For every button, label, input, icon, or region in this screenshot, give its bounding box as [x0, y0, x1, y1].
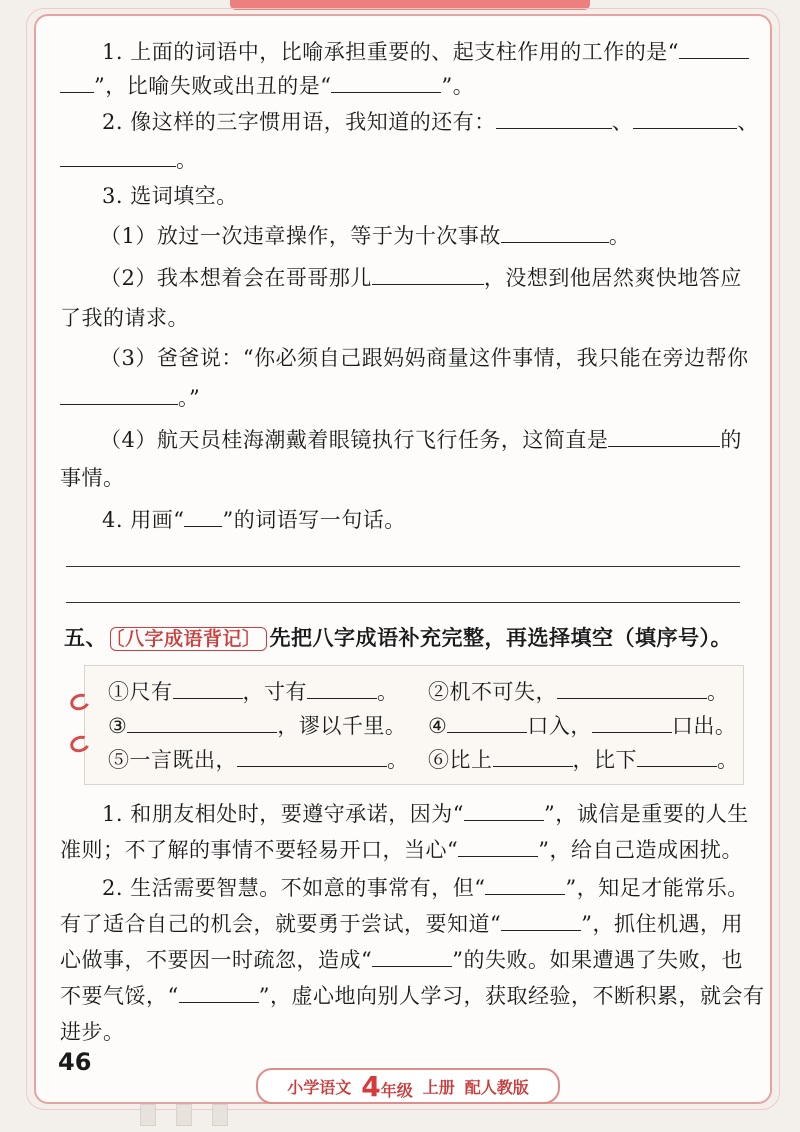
answer-blank[interactable]: [501, 912, 581, 931]
underline-sample: [184, 508, 222, 527]
answer-blank[interactable]: [464, 802, 544, 821]
p1-text-d: ”，给自己造成困扰。: [538, 838, 743, 862]
q1-line-1: [102, 38, 749, 66]
idiom-1a: ①尺有: [108, 680, 173, 704]
answer-blank[interactable]: [60, 148, 176, 167]
worksheet-page: [34, 14, 772, 1104]
p2-line-5: [60, 1018, 125, 1046]
answer-blank[interactable]: [458, 838, 538, 857]
q1-text-2: ”，比喻失败或出丑的是“: [94, 74, 332, 98]
idiom-6a: ⑥比上: [428, 748, 493, 772]
top-decoration: [230, 0, 590, 10]
p2-line-2: [60, 910, 743, 938]
answer-blank[interactable]: [237, 748, 387, 767]
comma: 、: [737, 110, 759, 134]
q3-text: 3. 选词填空。: [102, 184, 238, 208]
idiom-1b: ，寸有: [242, 680, 307, 704]
p2-text-h: ”，虚心地向别人学习，获取经验，不断积累，就会有: [258, 984, 765, 1008]
volume-label: 上册: [422, 1077, 455, 1097]
comma: 、: [611, 110, 634, 134]
idiom-row-1: [108, 678, 399, 706]
period: 。: [387, 748, 409, 772]
section-tag: 〔八字成语背记〕: [110, 627, 267, 651]
answer-blank[interactable]: [447, 714, 527, 733]
s4-text: （4）航天员桂海潮戴着眼镜执行飞行任务，这简直是: [100, 428, 609, 452]
p1-line-1: [102, 800, 749, 828]
q2-line-2: [60, 146, 198, 174]
answer-blank[interactable]: [679, 40, 749, 59]
p2-text-c: 有了适合自己的机会，就要勇于尝试，要知道“: [60, 912, 502, 936]
answer-blank[interactable]: [557, 680, 707, 699]
idiom-4: [428, 712, 736, 740]
answer-blank[interactable]: [633, 110, 737, 129]
period: 。: [707, 680, 729, 704]
p2-text-i: 进步。: [60, 1020, 125, 1044]
answer-blank[interactable]: [608, 428, 720, 447]
idiom-6: [428, 746, 739, 774]
idiom-4b: 口入，: [527, 714, 592, 738]
answer-blank[interactable]: [496, 110, 612, 129]
p2-text-f: ”的失败。如果遭遇了失败，也: [452, 948, 743, 972]
q3-s2-cont: [60, 304, 189, 332]
q3-s1: [100, 222, 630, 250]
p1-text-a: 1. 和朋友相处时，要遵守承诺，因为“: [102, 802, 464, 826]
p2-text-g: 不要气馁，“: [60, 984, 179, 1008]
q2-text: 2. 像这样的三字惯用语，我知道的还有：: [102, 110, 496, 134]
page-number: 46: [58, 1048, 92, 1076]
answer-blank[interactable]: [307, 680, 377, 699]
q4-text-a: 4. 用画“: [102, 508, 185, 532]
q1-line-2: [60, 72, 474, 100]
p2-text-e: 心做事，不要因一时疏忽，造成“: [60, 948, 373, 972]
answer-blank[interactable]: [493, 748, 573, 767]
s2-cont: 了我的请求。: [60, 306, 189, 330]
q3-s3-cont: [60, 384, 200, 412]
idiom-5: [108, 746, 409, 774]
q3-s4: [100, 426, 742, 454]
answer-blank[interactable]: [60, 74, 94, 93]
tab-mark: [140, 1104, 156, 1126]
period: 。: [608, 224, 631, 248]
s1-text: （1）放过一次违章操作，等于为十次事故: [100, 224, 501, 248]
tab-mark: [176, 1104, 192, 1126]
writing-line-1[interactable]: [66, 566, 740, 567]
period: 。: [717, 748, 739, 772]
answer-blank[interactable]: [592, 714, 672, 733]
q3-s4-cont: [60, 464, 125, 492]
s4-de: 的: [720, 428, 742, 452]
q1-text: 1. 上面的词语中，比喻承担重要的、起支柱作用的工作的是“: [102, 40, 679, 64]
answer-blank[interactable]: [637, 748, 717, 767]
idiom-2: [428, 678, 729, 706]
idiom-4c: 口出。: [671, 714, 737, 738]
idiom-4a: ④: [428, 714, 448, 738]
s4-cont: 事情。: [60, 466, 125, 490]
idiom-6b: ，比下: [572, 748, 637, 772]
q2-line-1: [102, 108, 759, 136]
answer-blank[interactable]: [173, 680, 243, 699]
p2-line-1: [102, 874, 749, 902]
writing-line-2[interactable]: [66, 602, 740, 603]
q1-text-3: ”。: [441, 74, 475, 98]
tab-mark: [212, 1104, 228, 1126]
s3-text: （3）爸爸说：“你必须自己跟妈妈商量这件事情，我只能在旁边帮你: [100, 346, 749, 370]
section-number: 五、: [64, 625, 107, 650]
answer-blank[interactable]: [60, 386, 178, 405]
grade-number: 4: [361, 1069, 381, 1103]
period: 。: [377, 680, 399, 704]
p2-line-4: [60, 982, 764, 1010]
period: 。: [176, 148, 198, 172]
grade-label: 年级: [380, 1080, 413, 1100]
p2-line-3: [60, 946, 743, 974]
answer-blank[interactable]: [372, 948, 452, 967]
p1-line-2: [60, 836, 743, 864]
q3-s2: [100, 264, 742, 292]
q3-s3: [100, 344, 749, 372]
s2-rest: ，没想到他居然爽快地答应: [483, 266, 742, 290]
p2-text-a: 2. 生活需要智慧。不如意的事常有，但“: [102, 876, 486, 900]
answer-blank[interactable]: [127, 714, 277, 733]
idiom-3: [108, 712, 406, 740]
answer-blank[interactable]: [179, 984, 259, 1003]
answer-blank[interactable]: [331, 74, 441, 93]
answer-blank[interactable]: [372, 266, 484, 285]
q3-heading: [102, 182, 238, 210]
idiom-2-text: ②机不可失，: [428, 680, 557, 704]
p1-text-b: ”，诚信是重要的人生: [543, 802, 749, 826]
s2-text: （2）我本想着会在哥哥那儿: [100, 266, 372, 290]
q4-text-b: ”的词语写一句话。: [222, 508, 406, 532]
answer-blank[interactable]: [501, 224, 609, 243]
idiom-5-text: ⑤一言既出，: [108, 748, 237, 772]
subject-label: 小学语文: [287, 1077, 352, 1097]
p2-text-b: ”，知足才能常乐。: [565, 876, 749, 900]
p1-text-c: 准则；不了解的事情不要轻易开口，当心“: [60, 838, 459, 862]
book-footer-badge: [256, 1068, 560, 1104]
s3-end: 。”: [178, 386, 201, 410]
q4-line: [102, 506, 406, 534]
answer-blank[interactable]: [485, 876, 565, 895]
idiom-3b: ，谬以千里。: [277, 714, 407, 738]
section-5-heading: [64, 624, 732, 653]
section-title: 先把八字成语补充完整，再选择填空（填序号）。: [269, 625, 733, 650]
p2-text-d: ”，抓住机遇，用: [581, 912, 743, 936]
page-tabs: [140, 1104, 228, 1126]
idiom-3a: ③: [108, 714, 128, 738]
edition-label: 配人教版: [464, 1077, 529, 1097]
